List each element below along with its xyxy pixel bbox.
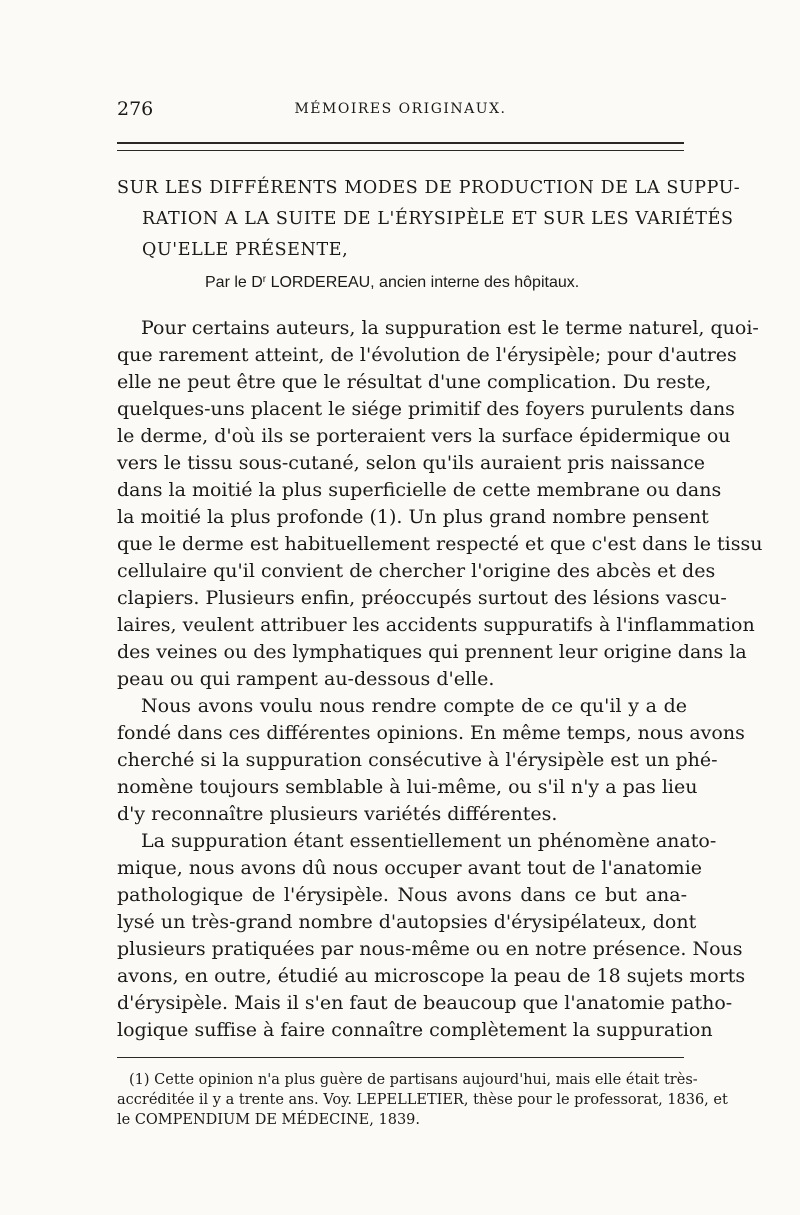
paragraph-1-line: le derme, d'où ils se porteraient vers la surface épidermique ou bbox=[117, 425, 731, 447]
title-line: QU'ELLE PRÉSENTE, bbox=[142, 240, 349, 260]
paragraph-1-line: vers le tissu sous-cutané, selon qu'ils auraient pris naissance bbox=[117, 452, 705, 474]
paragraph-1-line: laires, veulent attribuer les accidents suppuratifs à l'inflammation bbox=[117, 614, 755, 636]
paragraph-1-line: la moitié la plus profonde (1). Un plus grand nombre pensent bbox=[117, 506, 709, 528]
title-line: SUR LES DIFFÉRENTS MODES DE PRODUCTION DE LA SUPPU- bbox=[117, 178, 741, 198]
paragraph-3-line: avons, en outre, étudié au microscope la peau de 18 sujets morts bbox=[117, 965, 746, 987]
paragraph-1-line: dans la moitié la plus superficielle de cette membrane ou dans bbox=[117, 479, 722, 501]
paragraph-3-line: d'érysipèle. Mais il s'en faut de beaucoup que l'anatomie patho- bbox=[117, 992, 733, 1014]
footnote-line: accréditée il y a trente ans. Voy. LEPELLETIER, thèse pour le professorat, 1836, et bbox=[117, 1092, 728, 1108]
byline-prefix: Par le D bbox=[205, 274, 263, 291]
footnote-rule bbox=[117, 1057, 684, 1058]
paragraph-2-line: cherché si la suppuration consécutive à l'érysipèle est un phé- bbox=[117, 749, 718, 771]
paragraph-1-line: que rarement atteint, de l'évolution de l'érysipèle; pour d'autres bbox=[117, 344, 737, 366]
page-number: 276 bbox=[117, 98, 154, 120]
paragraph-1-line: quelques-uns placent le siége primitif des foyers purulents dans bbox=[117, 398, 735, 420]
paragraph-1-line: elle ne peut être que le résultat d'une complication. Du reste, bbox=[117, 371, 712, 393]
paragraph-1-line: cellulaire qu'il convient de chercher l'origine des abcès et des bbox=[117, 560, 716, 582]
paragraph-3-line: logique suffise à faire connaître complètement la suppuration bbox=[117, 1019, 713, 1041]
body-text bbox=[117, 315, 763, 1044]
article-title bbox=[117, 173, 741, 266]
paragraph-3-line: plusieurs pratiquées par nous-même ou en notre présence. Nous bbox=[117, 938, 743, 960]
footnote-line: le COMPENDIUM DE MÉDECINE, 1839. bbox=[117, 1112, 420, 1128]
paragraph-3-line: mique, nous avons dû nous occuper avant tout de l'anatomie bbox=[117, 857, 703, 879]
paragraph-1-line: des veines ou des lymphatiques qui prennent leur origine dans la bbox=[117, 641, 747, 663]
byline-superscript: r bbox=[262, 274, 267, 285]
paragraph-1-line: que le derme est habituellement respecté et que c'est dans le tissu bbox=[117, 533, 763, 555]
paragraph-1-line: clapiers. Plusieurs enfin, préoccupés surtout des lésions vascu- bbox=[117, 587, 727, 609]
paragraph-1-line: peau ou qui rampent au-dessous d'elle. bbox=[117, 668, 495, 690]
footnote bbox=[117, 1070, 728, 1130]
byline-author: LORDEREAU, ancien interne des hôpitaux. bbox=[266, 274, 580, 291]
paragraph-2-line: Nous avons voulu nous rendre compte de ce qu'il y a de bbox=[141, 695, 687, 717]
footnote-line: (1) Cette opinion n'a plus guère de partisans aujourd'hui, mais elle était très- bbox=[129, 1072, 698, 1088]
header-double-rule bbox=[117, 142, 684, 151]
paragraph-3-line: La suppuration étant essentiellement un phénomène anato- bbox=[141, 830, 717, 852]
paragraph-2-line: d'y reconnaître plusieurs variétés différentes. bbox=[117, 803, 558, 825]
paragraph-1-line: Pour certains auteurs, la suppuration est le terme naturel, quoi- bbox=[141, 317, 759, 339]
paragraph-3-line: lysé un très-grand nombre d'autopsies d'érysipélateux, dont bbox=[117, 911, 697, 933]
paragraph-3-line: pathologique de l'érysipèle. Nous avons dans ce but ana- bbox=[117, 884, 687, 906]
paragraph-2-line: fondé dans ces différentes opinions. En même temps, nous avons bbox=[117, 722, 745, 744]
page-header bbox=[117, 98, 684, 128]
title-line: RATION A LA SUITE DE L'ÉRYSIPÈLE ET SUR LES VARIÉTÉS bbox=[142, 209, 734, 229]
running-head: MÉMOIRES ORIGINAUX. bbox=[294, 101, 507, 117]
byline bbox=[205, 274, 579, 292]
paragraph-2-line: nomène toujours semblable à lui-même, ou s'il n'y a pas lieu bbox=[117, 776, 698, 798]
